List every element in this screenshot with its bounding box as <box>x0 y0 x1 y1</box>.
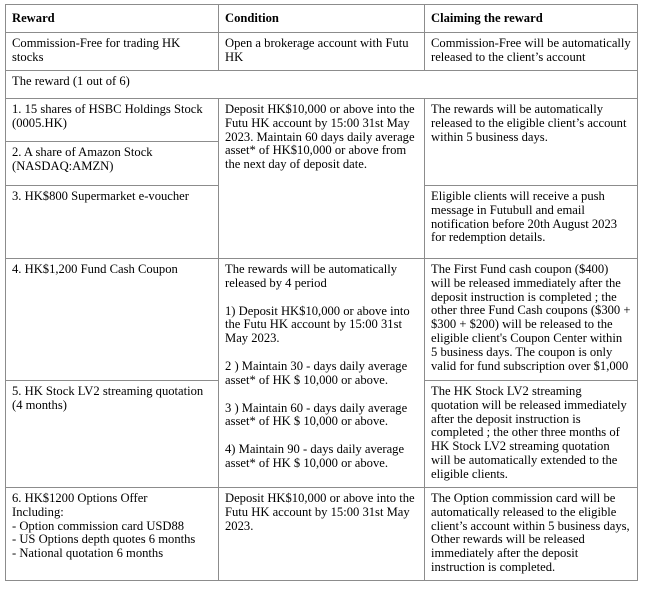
reward-cell: 2. A share of Amazon Stock (NASDAQ:AMZN) <box>6 142 219 186</box>
reward-cell: Commission-Free for trading HK stocks <box>6 33 219 71</box>
header-row <box>6 5 638 33</box>
claim-cell: Commission-Free will be automatically released to the client’s account <box>425 33 638 71</box>
reward-cell: 5. HK Stock LV2 streaming quotation (4 months) <box>6 381 219 488</box>
claim-cell: The HK Stock LV2 streaming quotation will be released immediately after the deposit instruction is completed ; the other three months of HK Stock LV2 streaming quotation will be automatically extended to the eligible clients. <box>425 381 638 488</box>
reward-title: 6. HK$1200 Options Offer <box>12 491 148 505</box>
claim-cell: The Option commission card will be automatically released to the eligible client’s account within 5 business days, Other rewards will be released immediately after the deposit instruction is completed. <box>425 488 638 581</box>
table-row <box>6 99 638 142</box>
condition-step: 2 ) Maintain 30 - days daily average asset* of HK $ 10,000 or above. <box>225 358 408 387</box>
condition-cell: Open a brokerage account with Futu HK <box>219 33 425 71</box>
reward-item: - US Options depth quotes 6 months <box>12 532 196 547</box>
reward-cell: 3. HK$800 Supermarket e-voucher <box>6 186 219 259</box>
rewards-table <box>5 4 638 581</box>
header-condition: Condition <box>219 5 425 33</box>
claim-cell: The rewards will be automatically released to the eligible client’s account within 5 business days. <box>425 99 638 186</box>
condition-cell: Deposit HK$10,000 or above into the Futu HK account by 15:00 31st May 2023. Maintain 60 days daily average asset* of HK$10,000 or above from the next day of deposit date. <box>219 99 425 259</box>
condition-cell: Deposit HK$10,000 or above into the Futu HK account by 15:00 31st May 2023. <box>219 488 425 581</box>
table-row <box>6 259 638 381</box>
claim-cell: The First Fund cash coupon ($400) will be released immediately after the deposit instruction is completed ; the other three Fund Cash coupons ($300 + $300 + $200) will be released to the eligible client's Coupon Center within 5 business days. The coupon is only valid for fund subscription over $1,000 <box>425 259 638 381</box>
reward-cell <box>6 488 219 581</box>
reward-cell: 4. HK$1,200 Fund Cash Coupon <box>6 259 219 381</box>
condition-step: 4) Maintain 90 - days daily average asset* of HK $ 10,000 or above. <box>225 442 405 470</box>
table-row <box>6 33 638 71</box>
condition-step: 1) Deposit HK$10,000 or above into the Futu HK account by 15:00 31st May 2023. <box>225 303 410 346</box>
reward-including: Including: <box>12 504 64 519</box>
section-title: The reward (1 out of 6) <box>6 71 638 99</box>
claim-cell: Eligible clients will receive a push message in Futubull and email notification before 20th August 2023 for redemption details. <box>425 186 638 259</box>
condition-cell <box>219 259 425 488</box>
reward-item: - Option commission card USD88 <box>12 518 185 533</box>
reward-cell: 1. 15 shares of HSBC Holdings Stock (0005.HK) <box>6 99 219 142</box>
header-reward: Reward <box>6 5 219 33</box>
header-claiming: Claiming the reward <box>425 5 638 33</box>
section-row <box>6 71 638 99</box>
reward-item: - National quotation 6 months <box>12 546 164 561</box>
condition-intro: The rewards will be automatically released by 4 period <box>225 262 398 290</box>
condition-step: 3 ) Maintain 60 - days daily average asset* of HK $ 10,000 or above. <box>225 400 408 429</box>
table-row <box>6 488 638 581</box>
